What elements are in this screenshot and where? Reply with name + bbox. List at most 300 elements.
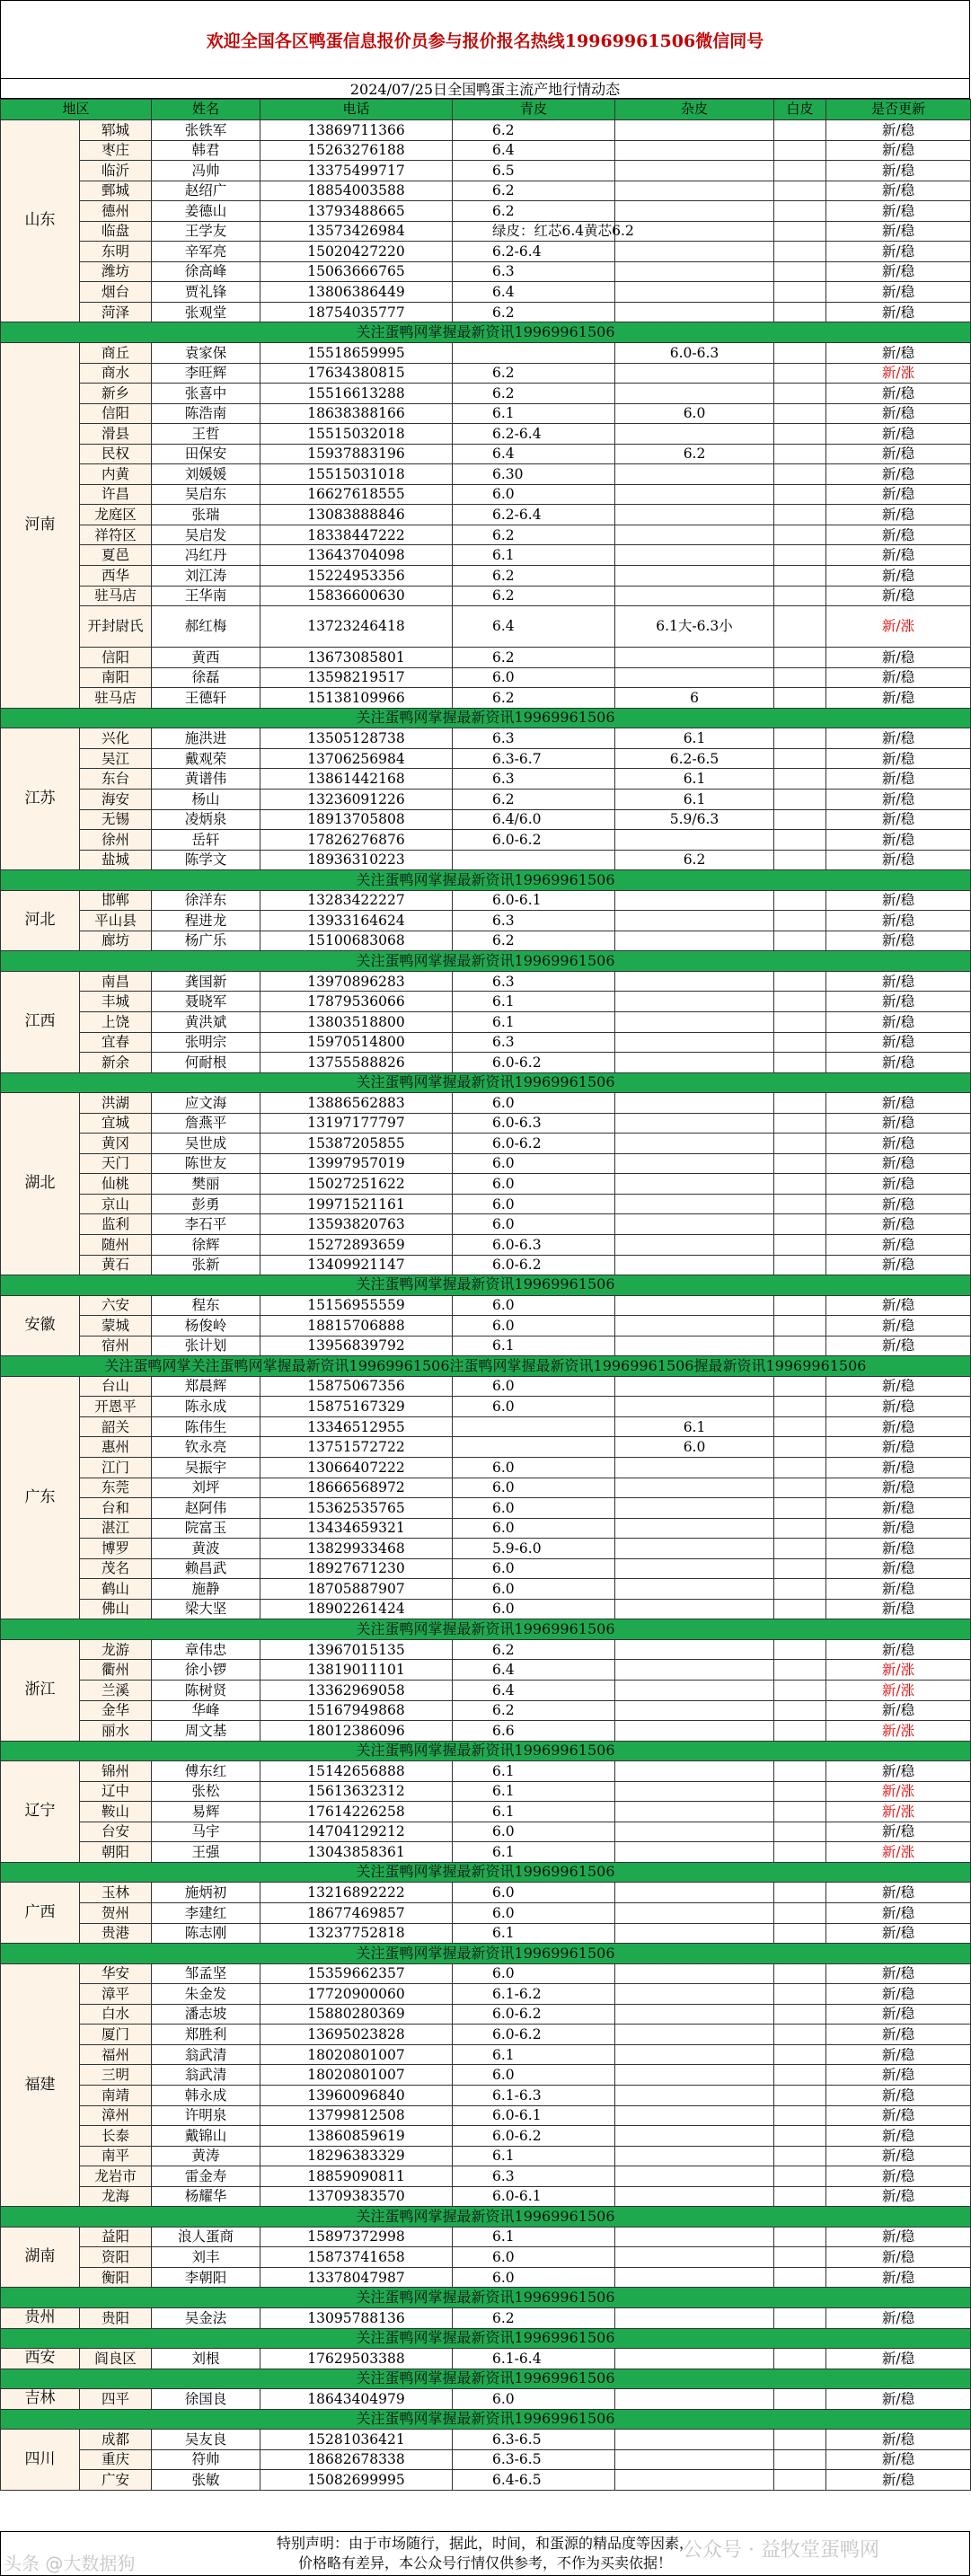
mixed-shell-price (615, 1781, 774, 1802)
name-cell: 杨耀华 (152, 2186, 260, 2207)
update-status: 新/稳 (826, 1599, 971, 1619)
mixed-shell-price (615, 242, 774, 262)
table-row (1, 830, 971, 851)
green-shell-price: 6.0 (453, 1397, 615, 1417)
white-shell-price (774, 302, 826, 322)
city-cell: 资阳 (80, 2247, 152, 2268)
green-shell-price: 6.2 (453, 302, 615, 322)
green-shell-price: 6.3 (453, 1032, 615, 1053)
table-row (1, 120, 971, 141)
name-cell: 朱金发 (152, 1984, 260, 2005)
table-row (1, 1963, 971, 1984)
phone-cell: 18913705808 (260, 809, 453, 830)
date-line: 2024/07/25日全国鸭蛋主流产地行情动态 (0, 79, 970, 99)
white-shell-price (774, 1842, 826, 1863)
update-status: 新/稳 (826, 221, 971, 242)
update-status: 新/稳 (826, 424, 971, 445)
section-banner: 关注蛋鸭网掌握最新资讯19969961506 (1, 1275, 971, 1296)
white-shell-price (774, 343, 826, 364)
city-cell: 潍坊 (80, 261, 152, 282)
table-row (1, 1214, 971, 1235)
name-cell: 吴启东 (152, 484, 260, 505)
update-status: 新/稳 (826, 1458, 971, 1478)
mixed-shell-price (615, 2389, 774, 2410)
phone-cell: 15515032018 (260, 424, 453, 445)
update-status: 新/稳 (826, 2227, 971, 2247)
table-row (1, 1579, 971, 1600)
city-cell: 厦门 (80, 2025, 152, 2045)
section-banner-row (1, 2409, 971, 2430)
phone-cell: 13043858361 (260, 1842, 453, 1863)
city-cell: 东莞 (80, 1478, 152, 1498)
update-status: 新/稳 (826, 830, 971, 851)
phone-cell: 13237752818 (260, 1923, 453, 1944)
name-cell: 戴观荣 (152, 748, 260, 769)
phone-cell: 15937883196 (260, 444, 453, 464)
mixed-shell-price (615, 1558, 774, 1579)
update-status: 新/稳 (826, 2349, 971, 2369)
section-banner-row (1, 1619, 971, 1640)
white-shell-price (774, 2044, 826, 2065)
table-row (1, 769, 971, 790)
white-shell-price (774, 1599, 826, 1619)
update-status: 新/稳 (826, 1336, 971, 1356)
name-cell: 陈永成 (152, 1397, 260, 1417)
green-shell-price: 6.0 (453, 1558, 615, 1579)
table-row (1, 363, 971, 384)
city-cell: 兴化 (80, 728, 152, 749)
table-row (1, 1639, 971, 1660)
name-cell: 韩永成 (152, 2085, 260, 2105)
green-shell-price: 6.3 (453, 261, 615, 282)
city-cell: 锦州 (80, 1761, 152, 1782)
green-shell-price: 6.1 (453, 992, 615, 1012)
mixed-shell-price (615, 384, 774, 404)
green-shell-price: 6.0 (453, 1518, 615, 1539)
table-row (1, 1153, 971, 1174)
white-shell-price (774, 1011, 826, 1032)
mixed-shell-price (615, 261, 774, 282)
name-cell: 周文基 (152, 1721, 260, 1742)
update-status: 新/稳 (826, 2004, 971, 2025)
mixed-shell-price (615, 2146, 774, 2166)
white-shell-price (774, 1721, 826, 1742)
table-row (1, 505, 971, 525)
mixed-shell-price (615, 2065, 774, 2086)
phone-cell: 15142656888 (260, 1761, 453, 1782)
white-shell-price (774, 242, 826, 262)
mixed-shell-price (615, 161, 774, 181)
city-cell: 黄冈 (80, 1134, 152, 1154)
update-status: 新/稳 (826, 1376, 971, 1397)
update-status: 新/稳 (826, 2470, 971, 2491)
name-cell: 贾礼锋 (152, 282, 260, 303)
name-cell: 凌炳泉 (152, 809, 260, 830)
update-status: 新/稳 (826, 931, 971, 951)
table-row (1, 1316, 971, 1337)
update-status: 新/稳 (826, 1113, 971, 1134)
green-shell-price: 6.3-6.7 (453, 748, 615, 769)
mixed-shell-price (615, 1093, 774, 1114)
city-cell: 龙岩市 (80, 2166, 152, 2187)
update-status: 新/涨 (826, 606, 971, 648)
section-banner-row (1, 1356, 971, 1377)
phone-cell: 13806386449 (260, 282, 453, 303)
table-row (1, 931, 971, 951)
green-shell-price: 6.6 (453, 1721, 615, 1742)
green-shell-price: 6.4-6.5 (453, 2470, 615, 2491)
green-shell-price: 6.0 (453, 1376, 615, 1397)
update-status: 新/稳 (826, 1234, 971, 1255)
green-shell-price: 6.1 (453, 1842, 615, 1863)
update-status: 新/稳 (826, 809, 971, 830)
phone-cell: 15263276188 (260, 140, 453, 161)
white-shell-price (774, 789, 826, 809)
city-cell: 吴江 (80, 748, 152, 769)
table-row (1, 2389, 971, 2410)
name-cell: 潘志坡 (152, 2004, 260, 2025)
phone-cell: 15518659995 (260, 343, 453, 364)
green-shell-price: 6.0 (453, 1174, 615, 1195)
phone-cell: 19971521161 (260, 1194, 453, 1214)
table-row (1, 2349, 971, 2369)
name-cell: 王华南 (152, 586, 260, 606)
update-status: 新/稳 (826, 525, 971, 545)
phone-cell: 13793488665 (260, 201, 453, 222)
section-banner-row (1, 1944, 971, 1964)
phone-cell: 15875167329 (260, 1397, 453, 1417)
mixed-shell-price (615, 1194, 774, 1214)
update-status: 新/稳 (826, 971, 971, 992)
white-shell-price (774, 850, 826, 870)
update-status: 新/稳 (826, 648, 971, 668)
table-row (1, 992, 971, 1012)
white-shell-price (774, 830, 826, 851)
green-shell-price: 6.0 (453, 1214, 615, 1235)
city-cell: 驻马店 (80, 688, 152, 709)
white-shell-price (774, 2430, 826, 2450)
name-cell: 王哲 (152, 424, 260, 445)
green-shell-price: 6.3 (453, 911, 615, 931)
name-cell: 易辉 (152, 1802, 260, 1822)
name-cell: 张计划 (152, 1336, 260, 1356)
green-shell-price: 6.0-6.3 (453, 1234, 615, 1255)
white-shell-price (774, 1984, 826, 2005)
mixed-shell-price (615, 1660, 774, 1681)
city-cell: 祥符区 (80, 525, 152, 545)
update-status: 新/稳 (826, 1053, 971, 1073)
white-shell-price (774, 809, 826, 830)
mixed-shell-price (615, 2267, 774, 2288)
phone-cell: 17629503388 (260, 2349, 453, 2369)
name-cell: 赖昌武 (152, 1558, 260, 1579)
update-status: 新/稳 (826, 302, 971, 322)
table-row (1, 2065, 971, 2086)
table-row (1, 1437, 971, 1458)
city-cell: 丰城 (80, 992, 152, 1012)
green-shell-price: 6.0-6.2 (453, 2004, 615, 2025)
table-row (1, 261, 971, 282)
city-cell: 廊坊 (80, 931, 152, 951)
update-status: 新/稳 (826, 2065, 971, 2086)
name-cell: 张观堂 (152, 302, 260, 322)
green-shell-price: 6.0 (453, 2267, 615, 2288)
mixed-shell-price (615, 363, 774, 384)
green-shell-price: 6.1-6.3 (453, 2085, 615, 2105)
white-shell-price (774, 424, 826, 445)
green-shell-price: 6.2-6.4 (453, 242, 615, 262)
city-cell: 天门 (80, 1153, 152, 1174)
table-row (1, 302, 971, 322)
table-row (1, 1376, 971, 1397)
white-shell-price (774, 403, 826, 424)
mixed-shell-price (615, 1255, 774, 1275)
white-shell-price (774, 1174, 826, 1195)
phone-cell: 13997957019 (260, 1153, 453, 1174)
green-shell-price: 6.4/6.0 (453, 809, 615, 830)
green-shell-price (453, 1416, 615, 1437)
update-status: 新/稳 (826, 2025, 971, 2045)
section-banner: 关注蛋鸭网掌握最新资讯19969961506 (1, 951, 971, 972)
green-shell-price: 6.1 (453, 1802, 615, 1822)
name-cell: 岳轩 (152, 830, 260, 851)
name-cell: 黄谱伟 (152, 769, 260, 790)
phone-cell: 15167949868 (260, 1700, 453, 1721)
white-shell-price (774, 566, 826, 587)
white-shell-price (774, 1781, 826, 1802)
table-row (1, 140, 971, 161)
phone-cell: 18815706888 (260, 1316, 453, 1337)
green-shell-price: 6.1-6.4 (453, 2349, 615, 2369)
phone-cell: 18012386096 (260, 1721, 453, 1742)
name-cell: 张铁军 (152, 120, 260, 141)
white-shell-price (774, 1518, 826, 1539)
update-status: 新/稳 (826, 2146, 971, 2166)
update-status: 新/稳 (826, 1134, 971, 1154)
green-shell-price: 6.2 (453, 1700, 615, 1721)
update-status: 新/稳 (826, 769, 971, 790)
white-shell-price (774, 2065, 826, 2086)
section-banner: 关注蛋鸭网掌握最新资讯19969961506 (1, 1741, 971, 1761)
mixed-shell-price (615, 971, 774, 992)
table-row (1, 667, 971, 688)
update-status: 新/稳 (826, 1032, 971, 1053)
name-cell: 吴启发 (152, 525, 260, 545)
city-cell: 六安 (80, 1295, 152, 1316)
update-status: 新/稳 (826, 1011, 971, 1032)
city-cell: 长泰 (80, 2126, 152, 2147)
update-status: 新/稳 (826, 1255, 971, 1275)
green-shell-price: 6.1 (453, 403, 615, 424)
green-shell-price: 6.3-6.5 (453, 2449, 615, 2470)
green-shell-price: 6.0 (453, 1093, 615, 1114)
white-shell-price (774, 221, 826, 242)
update-status: 新/稳 (826, 1761, 971, 1782)
update-status: 新/稳 (826, 1316, 971, 1337)
section-banner-row (1, 1275, 971, 1296)
green-shell-price (453, 343, 615, 364)
white-shell-price (774, 464, 826, 485)
phone-cell: 13755588826 (260, 1053, 453, 1073)
phone-cell: 13643704098 (260, 545, 453, 566)
phone-cell: 13695023828 (260, 2025, 453, 2045)
mixed-shell-price (615, 545, 774, 566)
name-cell: 徐高峰 (152, 261, 260, 282)
green-shell-price: 6.0 (453, 1478, 615, 1498)
green-shell-price: 6.3 (453, 971, 615, 992)
mixed-shell-price (615, 1153, 774, 1174)
table-row (1, 2227, 971, 2247)
mixed-shell-price (615, 1721, 774, 1742)
green-shell-price: 6.1 (453, 2227, 615, 2247)
phone-cell: 18296383329 (260, 2146, 453, 2166)
white-shell-price (774, 648, 826, 668)
table-row (1, 1660, 971, 1681)
mixed-shell-price (615, 2126, 774, 2147)
update-status: 新/稳 (826, 1174, 971, 1195)
phone-cell: 13860859619 (260, 2126, 453, 2147)
mixed-shell-price (615, 2227, 774, 2247)
phone-cell: 13673085801 (260, 648, 453, 668)
table-row (1, 1822, 971, 1842)
green-shell-price: 6.2 (453, 931, 615, 951)
white-shell-price (774, 1134, 826, 1154)
update-status: 新/涨 (826, 1802, 971, 1822)
province-cell: 山东 (1, 120, 80, 322)
table-row (1, 1599, 971, 1619)
green-shell-price: 6.0 (453, 1194, 615, 1214)
city-cell: 贵港 (80, 1923, 152, 1944)
update-status: 新/稳 (826, 1903, 971, 1924)
mixed-shell-price (615, 2085, 774, 2105)
update-status: 新/稳 (826, 1478, 971, 1498)
mixed-shell-price (615, 525, 774, 545)
mixed-shell-price (615, 1134, 774, 1154)
table-row (1, 809, 971, 830)
table-row (1, 464, 971, 485)
update-status: 新/稳 (826, 2247, 971, 2268)
green-shell-price: 6.0 (453, 1903, 615, 1924)
green-shell-price: 6.3-6.5 (453, 2430, 615, 2450)
name-cell: 徐小锣 (152, 1660, 260, 1681)
province-cell: 广西 (1, 1883, 80, 1944)
update-status: 新/稳 (826, 403, 971, 424)
mixed-shell-price (615, 2247, 774, 2268)
white-shell-price (774, 728, 826, 749)
green-shell-price: 6.1-6.2 (453, 1984, 615, 2005)
green-shell-price: 6.2 (453, 566, 615, 587)
table-row (1, 525, 971, 545)
update-status: 新/稳 (826, 1984, 971, 2005)
mixed-shell-price (615, 1032, 774, 1053)
name-cell: 郑晨辉 (152, 1376, 260, 1397)
mixed-shell-price (615, 1397, 774, 1417)
mixed-shell-price (615, 2004, 774, 2025)
mixed-shell-price (615, 2430, 774, 2450)
mixed-shell-price: 6.2 (615, 444, 774, 464)
phone-cell: 18020801007 (260, 2044, 453, 2065)
table-row (1, 2470, 971, 2491)
city-cell: 无锡 (80, 809, 152, 830)
phone-cell: 13283422227 (260, 890, 453, 911)
mixed-shell-price (615, 2166, 774, 2187)
phone-cell: 13799812508 (260, 2105, 453, 2126)
green-shell-price: 6.0-6.2 (453, 1053, 615, 1073)
city-cell: 宿州 (80, 1336, 152, 1356)
green-shell-price: 6.0 (453, 1458, 615, 1478)
green-shell-price: 6.0 (453, 1316, 615, 1337)
phone-cell: 18705887907 (260, 1579, 453, 1600)
city-cell: 朝阳 (80, 1842, 152, 1863)
phone-cell: 13869711366 (260, 120, 453, 141)
city-cell: 滑县 (80, 424, 152, 445)
section-banner-row (1, 951, 971, 972)
table-row (1, 1761, 971, 1782)
mixed-shell-price (615, 830, 774, 851)
name-cell: 李朝阳 (152, 2267, 260, 2288)
city-cell: 龙庭区 (80, 505, 152, 525)
update-status: 新/稳 (826, 1295, 971, 1316)
update-status: 新/稳 (826, 2267, 971, 2288)
province-cell: 江西 (1, 971, 80, 1072)
mixed-shell-price (615, 1761, 774, 1782)
mixed-shell-price (615, 2349, 774, 2369)
update-status: 新/稳 (826, 566, 971, 587)
table-row (1, 1923, 971, 1944)
name-cell: 杨山 (152, 789, 260, 809)
white-shell-price (774, 2105, 826, 2126)
mixed-shell-price (615, 2186, 774, 2207)
green-shell-price: 6.2-6.4 (453, 505, 615, 525)
phone-cell: 17720900060 (260, 1984, 453, 2005)
phone-cell: 17634380815 (260, 363, 453, 384)
mixed-shell-price: 6.0 (615, 403, 774, 424)
mixed-shell-price (615, 424, 774, 445)
update-status: 新/稳 (826, 343, 971, 364)
mixed-shell-price: 6.0 (615, 1437, 774, 1458)
name-cell: 符帅 (152, 2449, 260, 2470)
white-shell-price (774, 2025, 826, 2045)
green-shell-price: 5.9-6.0 (453, 1539, 615, 1559)
phone-cell: 15897372998 (260, 2227, 453, 2247)
green-shell-price: 6.2 (453, 789, 615, 809)
table-row (1, 606, 971, 648)
city-cell: 鞍山 (80, 1802, 152, 1822)
green-shell-price: 6.0-6.1 (453, 2105, 615, 2126)
table-row (1, 1093, 971, 1114)
green-shell-price: 6.4 (453, 1660, 615, 1681)
table-row (1, 181, 971, 201)
table-row (1, 586, 971, 606)
phone-cell: 15970514800 (260, 1032, 453, 1053)
mixed-shell-price (615, 1539, 774, 1559)
name-cell: 聂晓军 (152, 992, 260, 1012)
table-row (1, 748, 971, 769)
phone-cell: 13803518800 (260, 1011, 453, 1032)
name-cell: 程进龙 (152, 911, 260, 931)
name-cell: 黄波 (152, 1539, 260, 1559)
name-cell: 陈浩南 (152, 403, 260, 424)
name-cell: 院富玉 (152, 1518, 260, 1539)
table-row (1, 2166, 971, 2187)
mixed-shell-price (615, 505, 774, 525)
update-status: 新/稳 (826, 1194, 971, 1214)
update-status: 新/涨 (826, 1681, 971, 1701)
phone-cell: 17879536066 (260, 992, 453, 1012)
green-shell-price (453, 1437, 615, 1458)
update-status: 新/稳 (826, 242, 971, 262)
update-status: 新/稳 (826, 1558, 971, 1579)
